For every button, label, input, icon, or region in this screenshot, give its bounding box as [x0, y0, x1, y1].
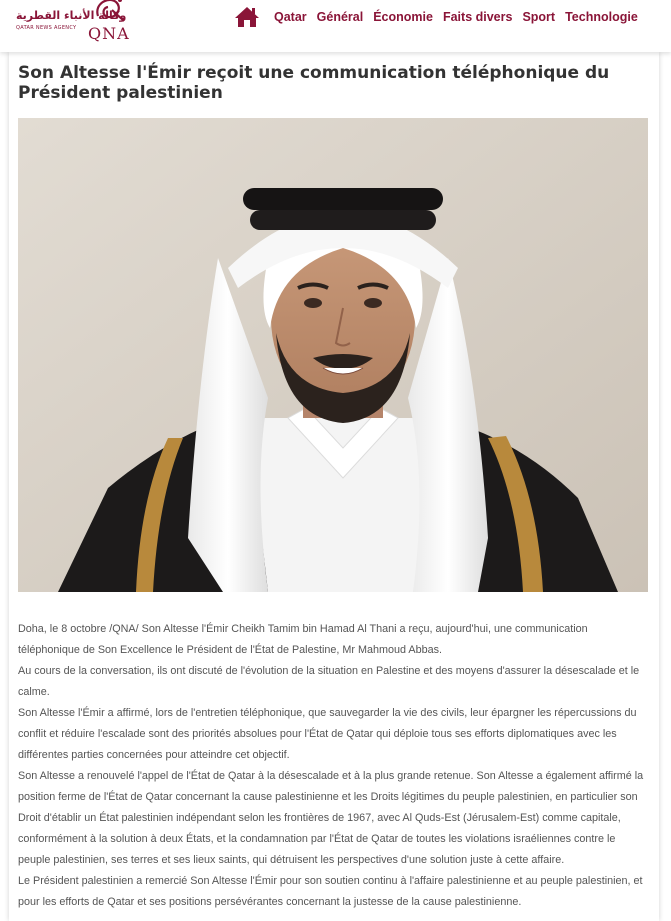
nav-item-general[interactable]: Général	[316, 10, 364, 24]
qna-logo[interactable]	[14, 0, 134, 48]
home-icon[interactable]	[234, 5, 260, 29]
nav-item-economie[interactable]: Économie	[373, 10, 433, 24]
article-paragraph: Au cours de la conversation, ils ont discuté de l'évolution de la situation en Palestine et des moyens d'assurer la désescalade et le calme.	[18, 665, 640, 698]
portrait-illustration	[18, 118, 648, 592]
article-container	[9, 52, 659, 921]
article-paragraph: Son Altesse a renouvelé l'appel de l'État de Qatar à la désescalade et à la plus grande retenue. Son Altesse a également affirmé la position ferme de l'État de Qatar concernant la cause palestinienne et les Droits légitimes du peuple palestinien, en particulier son Droit d'établir un État palestinien indépendant selon les frontières de 1967, avec Al Quds-Est (Jérusalem-Est) comme capitale, conformément à la solution à deux États, et la condamnation par l'État de Qatar de toutes les violations israéliennes contre le peuple palestinien, ses terres et ses lieux saints, qui détruisent les perspectives d'une solution juste à cette affaire.	[18, 770, 644, 866]
main-nav	[234, 4, 638, 30]
nav-item-sport[interactable]: Sport	[522, 10, 556, 24]
site-header	[0, 0, 671, 52]
nav-item-faits-divers[interactable]: Faits divers	[442, 10, 513, 24]
logo-acronym: QNA	[88, 24, 130, 43]
article-body	[18, 619, 650, 913]
article-photo	[18, 118, 648, 592]
logo-arabic-name: وكالة الأنباء القطرية	[16, 9, 127, 22]
article-title: Son Altesse l'Émir reçoit une communication téléphonique du Président palestinien	[18, 63, 610, 103]
article-paragraph: Son Altesse l'Émir a affirmé, lors de l'entretien téléphonique, que sauvegarder la vie des civils, leur épargner les répercussions du conflit et réduire l'escalade sont des priorités absolues pour l'État de Qatar qui déploie tous ses efforts diplomatiques avec les différentes parties concernées pour atteindre cet objectif.	[18, 707, 637, 761]
logo-english-name: QATAR NEWS AGENCY	[16, 25, 77, 31]
nav-item-technologie[interactable]: Technologie	[565, 10, 638, 24]
qna-emblem-icon	[90, 0, 130, 24]
article-paragraph: Le Président palestinien a remercié Son Altesse l'Émir pour son soutien continu à l'affaire palestinienne et au peuple palestinien, et pour les efforts de Qatar et ses positions persévérantes concernant la justesse de la cause palestinienne.	[18, 875, 643, 908]
article-paragraph: Doha, le 8 octobre /QNA/ Son Altesse l'Émir Cheikh Tamim bin Hamad Al Thani a reçu, aujourd'hui, une communication téléphonique de Son Excellence le Président de l'État de Palestine, Mr Mahmoud Abbas.	[18, 623, 588, 656]
nav-item-qatar[interactable]: Qatar	[274, 10, 307, 24]
